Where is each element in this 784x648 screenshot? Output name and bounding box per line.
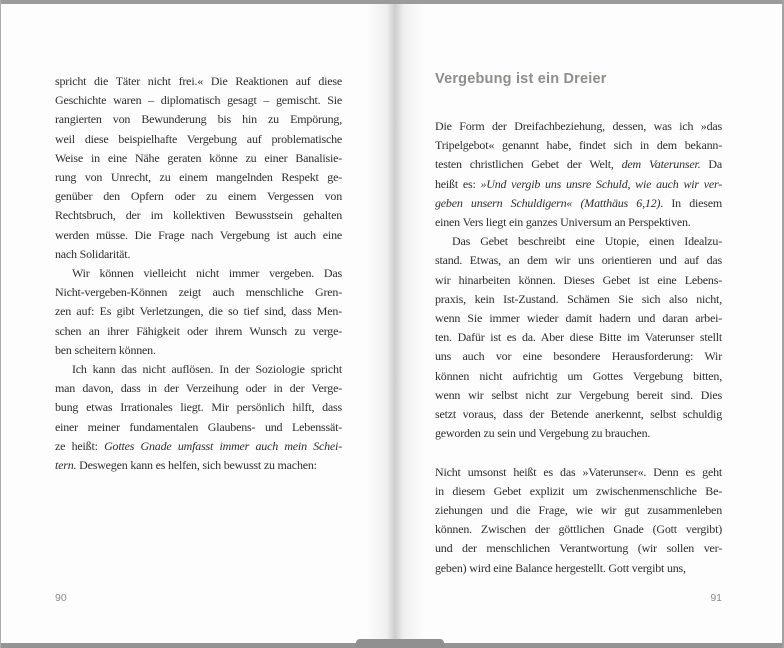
text-line: und der menschlichen Verantwortung (wir sollen ver- [435, 541, 722, 556]
text-line: Das Gebet beschreibt eine Utopie, einen Idealzu- [452, 234, 722, 249]
text-line: können nicht aufrichtig um Gottes Vergebung bitten, [435, 368, 722, 383]
text-line: wenn wir selbst nicht zur Vergebung bereit sind. Dies [435, 387, 722, 402]
text-line: Ich kann das nicht auflösen. In der Soziologie spricht [72, 362, 342, 377]
text-line: setzt voraus, dass der Betende anerkennt, selbst schuldig [435, 407, 722, 422]
text-line: genüber den Opfern oder zu einem Vergessen von [55, 189, 342, 204]
text-line: einer meiner fundamentalen Glaubens- und Lebenssät- [55, 419, 342, 434]
paragraph [435, 463, 722, 578]
text-line: geben unsern Schuldigern« (Matthäus 6,12). In diesem [435, 195, 722, 210]
text-line: können. Zwischen der göttlichen Gnade (Gott vergibt) [435, 522, 722, 537]
text-line: geben) wird eine Balance hergestellt. Gott vergibt uns, [435, 560, 686, 575]
text-line: werden müsse. Die Frage nach Vergebung ist auch eine [55, 227, 342, 242]
section-heading: Vergebung ist ein Dreier [435, 71, 607, 87]
text-line: bung etwas Irrationales liegt. Mir persönlich hilft, dass [55, 400, 342, 415]
text-line: Nicht umsonst heißt es das »Vaterunser«. Denn es geht [435, 464, 722, 479]
text-line: uns auch vor eine besondere Herausforderung: Wir [435, 349, 722, 364]
text-line: Nicht-vergeben-Können zeigt auch menschliche Gren- [55, 285, 342, 300]
page-right-text [435, 117, 722, 578]
page-number-left: 90 [55, 592, 67, 604]
text-line: Geschichte waren – diplomatisch gesagt – gemischt. Sie [55, 93, 342, 108]
text-line: stand. Etwas, an dem wir uns orientieren und auf das [435, 253, 722, 268]
text-line: rangierten von Bewunderung bis hin zu Empörung, [55, 112, 342, 127]
text-line: rung von Unrecht, zu einem mangelnden Respekt ge- [55, 170, 342, 185]
text-line: spricht die Täter nicht frei.« Die Reaktionen auf diese [55, 74, 342, 88]
text-line: wenn Sie immer wieder damit hadern und daran arbei- [435, 311, 722, 326]
text-line: ben scheitern können. [55, 342, 156, 357]
text-line: ten. Dafür ist es da. Aber diese Bitte im Vaterunser stellt [435, 330, 722, 345]
page-number-right: 91 [710, 592, 722, 604]
paragraph [435, 232, 722, 443]
text-line: weil diese beispielhafte Vergebung auf problematische [55, 131, 342, 146]
text-line: tern. Deswegen kann es helfen, sich bewusst zu machen: [55, 458, 317, 473]
text-line: testen christlichen Gebet der Welt, dem Vaterunser. Da [435, 157, 722, 172]
text-line: heißt es: »Und vergib uns unsre Schuld, wie auch wir ver- [435, 176, 722, 191]
text-line: zen auf: Es gibt Verletzungen, die so tief sind, dass Men- [55, 304, 342, 319]
text-line: Tripelgebot« genannt habe, findet sich in dem bekann- [435, 138, 722, 153]
text-line: Die Form der Dreifachbeziehung, dessen, was ich »das [435, 119, 722, 133]
text-line: geworden zu sein und Vergebung zu brauchen. [435, 426, 651, 441]
text-line: nach Solidarität. [55, 246, 131, 261]
paragraph [435, 117, 722, 232]
text-line: in diesem Gebet explizit um zwischenmenschliche Be- [435, 483, 722, 498]
text-line: Rechtsbruch, der im kollektiven Bewusstsein gehalten [55, 208, 342, 223]
text-line: Weise in eine Nähe geraten könne zu einer Banalisie- [55, 150, 342, 165]
text-line: schen an ihrer Fähigkeit oder ihrem Wunsch zu verge- [55, 323, 342, 338]
text-line: praxis, kein Ist-Zustand. Schämen Sie sich also nicht, [435, 291, 722, 306]
text-line: einen Vers liegt ein ganzes Universum an Perspektiven. [435, 215, 691, 230]
text-line: ziehungen und die Frage, wie wir gut zusammenleben [435, 503, 722, 518]
text-line: wir hinarbeiten können. Dieses Gebet ist eine Lebens- [435, 272, 722, 287]
text-line: Wir können vielleicht nicht immer vergeben. Das [72, 266, 342, 281]
text-line: ze heißt: Gottes Gnade umfasst immer auch mein Schei- [55, 438, 342, 453]
text-line: man davon, dass in der Verzeihung oder in der Verge- [55, 381, 342, 396]
